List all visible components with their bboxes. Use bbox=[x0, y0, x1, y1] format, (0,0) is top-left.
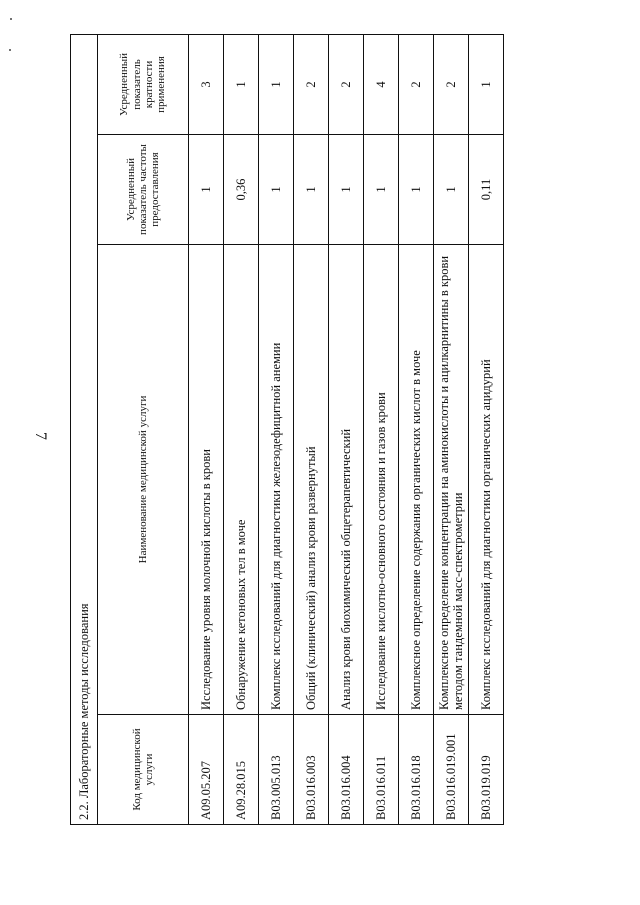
section-heading-row bbox=[71, 34, 98, 824]
multiplicity-value: 2 bbox=[329, 34, 364, 134]
multiplicity-value: 2 bbox=[399, 34, 434, 134]
header-name: Наименование медицинской услуги bbox=[98, 245, 189, 715]
multiplicity-value: 3 bbox=[189, 34, 224, 134]
service-code: B03.016.003 bbox=[294, 715, 329, 825]
service-code: B03.019.019 bbox=[469, 715, 504, 825]
table-row bbox=[434, 34, 469, 824]
table-row bbox=[189, 34, 224, 824]
frequency-value: 1 bbox=[259, 135, 294, 245]
frequency-value: 0,11 bbox=[469, 135, 504, 245]
frequency-value: 1 bbox=[434, 135, 469, 245]
header-code: Код медицинской услуги bbox=[98, 715, 189, 825]
table-row bbox=[399, 34, 434, 824]
multiplicity-value: 1 bbox=[469, 34, 504, 134]
service-code: B03.016.004 bbox=[329, 715, 364, 825]
service-code: B03.016.011 bbox=[364, 715, 399, 825]
table-row bbox=[364, 34, 399, 824]
lab-methods-table bbox=[70, 34, 504, 825]
scan-speck bbox=[10, 18, 12, 20]
service-code: B03.016.019.001 bbox=[434, 715, 469, 825]
table-row bbox=[469, 34, 504, 824]
frequency-value: 1 bbox=[294, 135, 329, 245]
table-header-row bbox=[98, 34, 189, 824]
rotated-table-container bbox=[70, 35, 493, 825]
service-name: Обнаружение кетоновых тел в моче bbox=[224, 245, 259, 715]
multiplicity-value: 2 bbox=[434, 34, 469, 134]
table-row bbox=[259, 34, 294, 824]
page-number: 7 bbox=[32, 432, 49, 440]
frequency-value: 1 bbox=[329, 135, 364, 245]
service-code: B03.005.013 bbox=[259, 715, 294, 825]
service-name: Комплекс исследований для диагностики железодефицитной анемии bbox=[259, 245, 294, 715]
service-name: Комплексное определение концентрации на аминокислоты и ацилкарнитины в крови методом тандемной масс-спектрометрии bbox=[434, 245, 469, 715]
table-row bbox=[329, 34, 364, 824]
multiplicity-value: 2 bbox=[294, 34, 329, 134]
multiplicity-value: 1 bbox=[259, 34, 294, 134]
service-code: A09.28.015 bbox=[224, 715, 259, 825]
header-multiplicity: Усредненный показатель кратности применения bbox=[98, 34, 189, 134]
frequency-value: 1 bbox=[364, 135, 399, 245]
frequency-value: 0,36 bbox=[224, 135, 259, 245]
section-title: 2.2. Лабораторные методы исследования bbox=[71, 34, 98, 824]
service-name: Анализ крови биохимический общетерапевтический bbox=[329, 245, 364, 715]
service-name: Комплексное определение содержания органических кислот в моче bbox=[399, 245, 434, 715]
service-code: B03.016.018 bbox=[399, 715, 434, 825]
service-name: Общий (клинический) анализ крови развернутый bbox=[294, 245, 329, 715]
frequency-value: 1 bbox=[189, 135, 224, 245]
header-frequency: Усредненный показатель частоты предоставления bbox=[98, 135, 189, 245]
service-name: Исследование уровня молочной кислоты в крови bbox=[189, 245, 224, 715]
service-name: Исследование кислотно-основного состояния и газов крови bbox=[364, 245, 399, 715]
multiplicity-value: 1 bbox=[224, 34, 259, 134]
service-name: Комплекс исследований для диагностики органических ацидурий bbox=[469, 245, 504, 715]
multiplicity-value: 4 bbox=[364, 34, 399, 134]
scan-speck bbox=[9, 49, 11, 51]
table-row bbox=[224, 34, 259, 824]
service-code: A09.05.207 bbox=[189, 715, 224, 825]
table-row bbox=[294, 34, 329, 824]
frequency-value: 1 bbox=[399, 135, 434, 245]
